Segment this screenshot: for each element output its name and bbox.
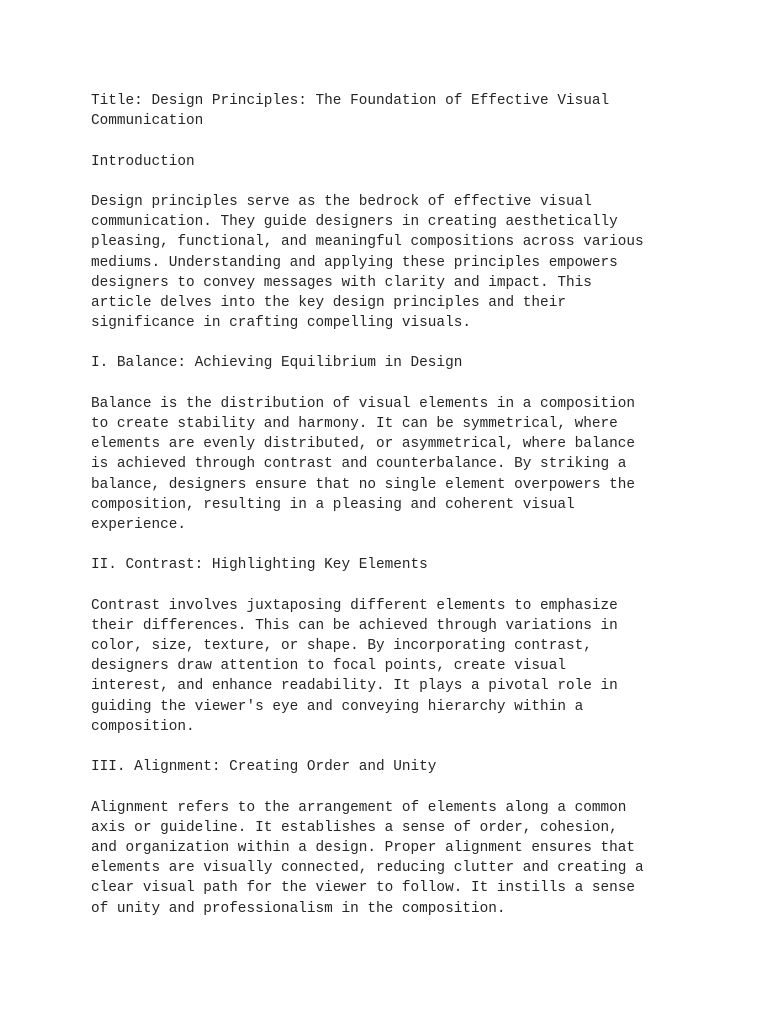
section-heading-contrast: II. Contrast: Highlighting Key Elements [91, 557, 428, 574]
contrast-paragraph [91, 596, 681, 737]
paragraph-line: color, size, texture, or shape. By incorporating contrast, [91, 638, 592, 655]
paragraph-line: Contrast involves juxtaposing different elements to emphasize [91, 597, 618, 614]
paragraph-line: guiding the viewer's eye and conveying hierarchy within a [91, 698, 584, 715]
paragraph-line: interest, and enhance readability. It plays a pivotal role in [91, 678, 618, 695]
introduction-paragraph [91, 192, 681, 333]
paragraph-line: article delves into the key design principles and their [91, 294, 566, 311]
paragraph-line: communication. They guide designers in creating aesthetically [91, 214, 618, 231]
paragraph-line: elements are evenly distributed, or asymmetrical, where balance [91, 436, 636, 453]
paragraph-line: designers to convey messages with clarity and impact. This [91, 274, 592, 291]
balance-paragraph [91, 394, 681, 535]
introduction-heading: Introduction [91, 153, 195, 170]
paragraph-line: composition. [91, 718, 195, 735]
paragraph-line: composition, resulting in a pleasing and coherent visual [91, 496, 575, 513]
paragraph-line: axis or guideline. It establishes a sense of order, cohesion, [91, 819, 618, 836]
title-line: Communication [91, 113, 204, 130]
paragraph-line: clear visual path for the viewer to follow. It instills a sense [91, 880, 636, 897]
title-line: Title: Design Principles: The Foundation of Effective Visual [91, 93, 610, 109]
paragraph-line: designers draw attention to focal points, create visual [91, 658, 566, 675]
paragraph-line: balance, designers ensure that no single element overpowers the [91, 476, 636, 493]
paragraph-line: Design principles serve as the bedrock of effective visual [91, 193, 592, 210]
paragraph-line: elements are visually connected, reducing clutter and creating a [91, 860, 644, 877]
section-heading-balance: I. Balance: Achieving Equilibrium in Design [91, 355, 463, 372]
paragraph-line: mediums. Understanding and applying these principles empowers [91, 254, 618, 271]
paragraph-line: Alignment refers to the arrangement of elements along a common [91, 799, 627, 816]
alignment-paragraph [91, 798, 681, 919]
section-heading-alignment: III. Alignment: Creating Order and Unity [91, 759, 437, 776]
paragraph-line: pleasing, functional, and meaningful compositions across various [91, 234, 644, 251]
document-title [91, 91, 681, 131]
paragraph-line: significance in crafting compelling visuals. [91, 315, 471, 332]
paragraph-line: is achieved through contrast and counterbalance. By striking a [91, 456, 627, 473]
document-page [91, 91, 681, 919]
paragraph-line: of unity and professionalism in the composition. [91, 900, 506, 917]
paragraph-line: to create stability and harmony. It can be symmetrical, where [91, 416, 618, 432]
paragraph-line: experience. [91, 516, 186, 533]
paragraph-line: their differences. This can be achieved through variations in [91, 617, 618, 634]
paragraph-line: Balance is the distribution of visual elements in a composition [91, 395, 636, 412]
paragraph-line: and organization within a design. Proper alignment ensures that [91, 839, 636, 856]
